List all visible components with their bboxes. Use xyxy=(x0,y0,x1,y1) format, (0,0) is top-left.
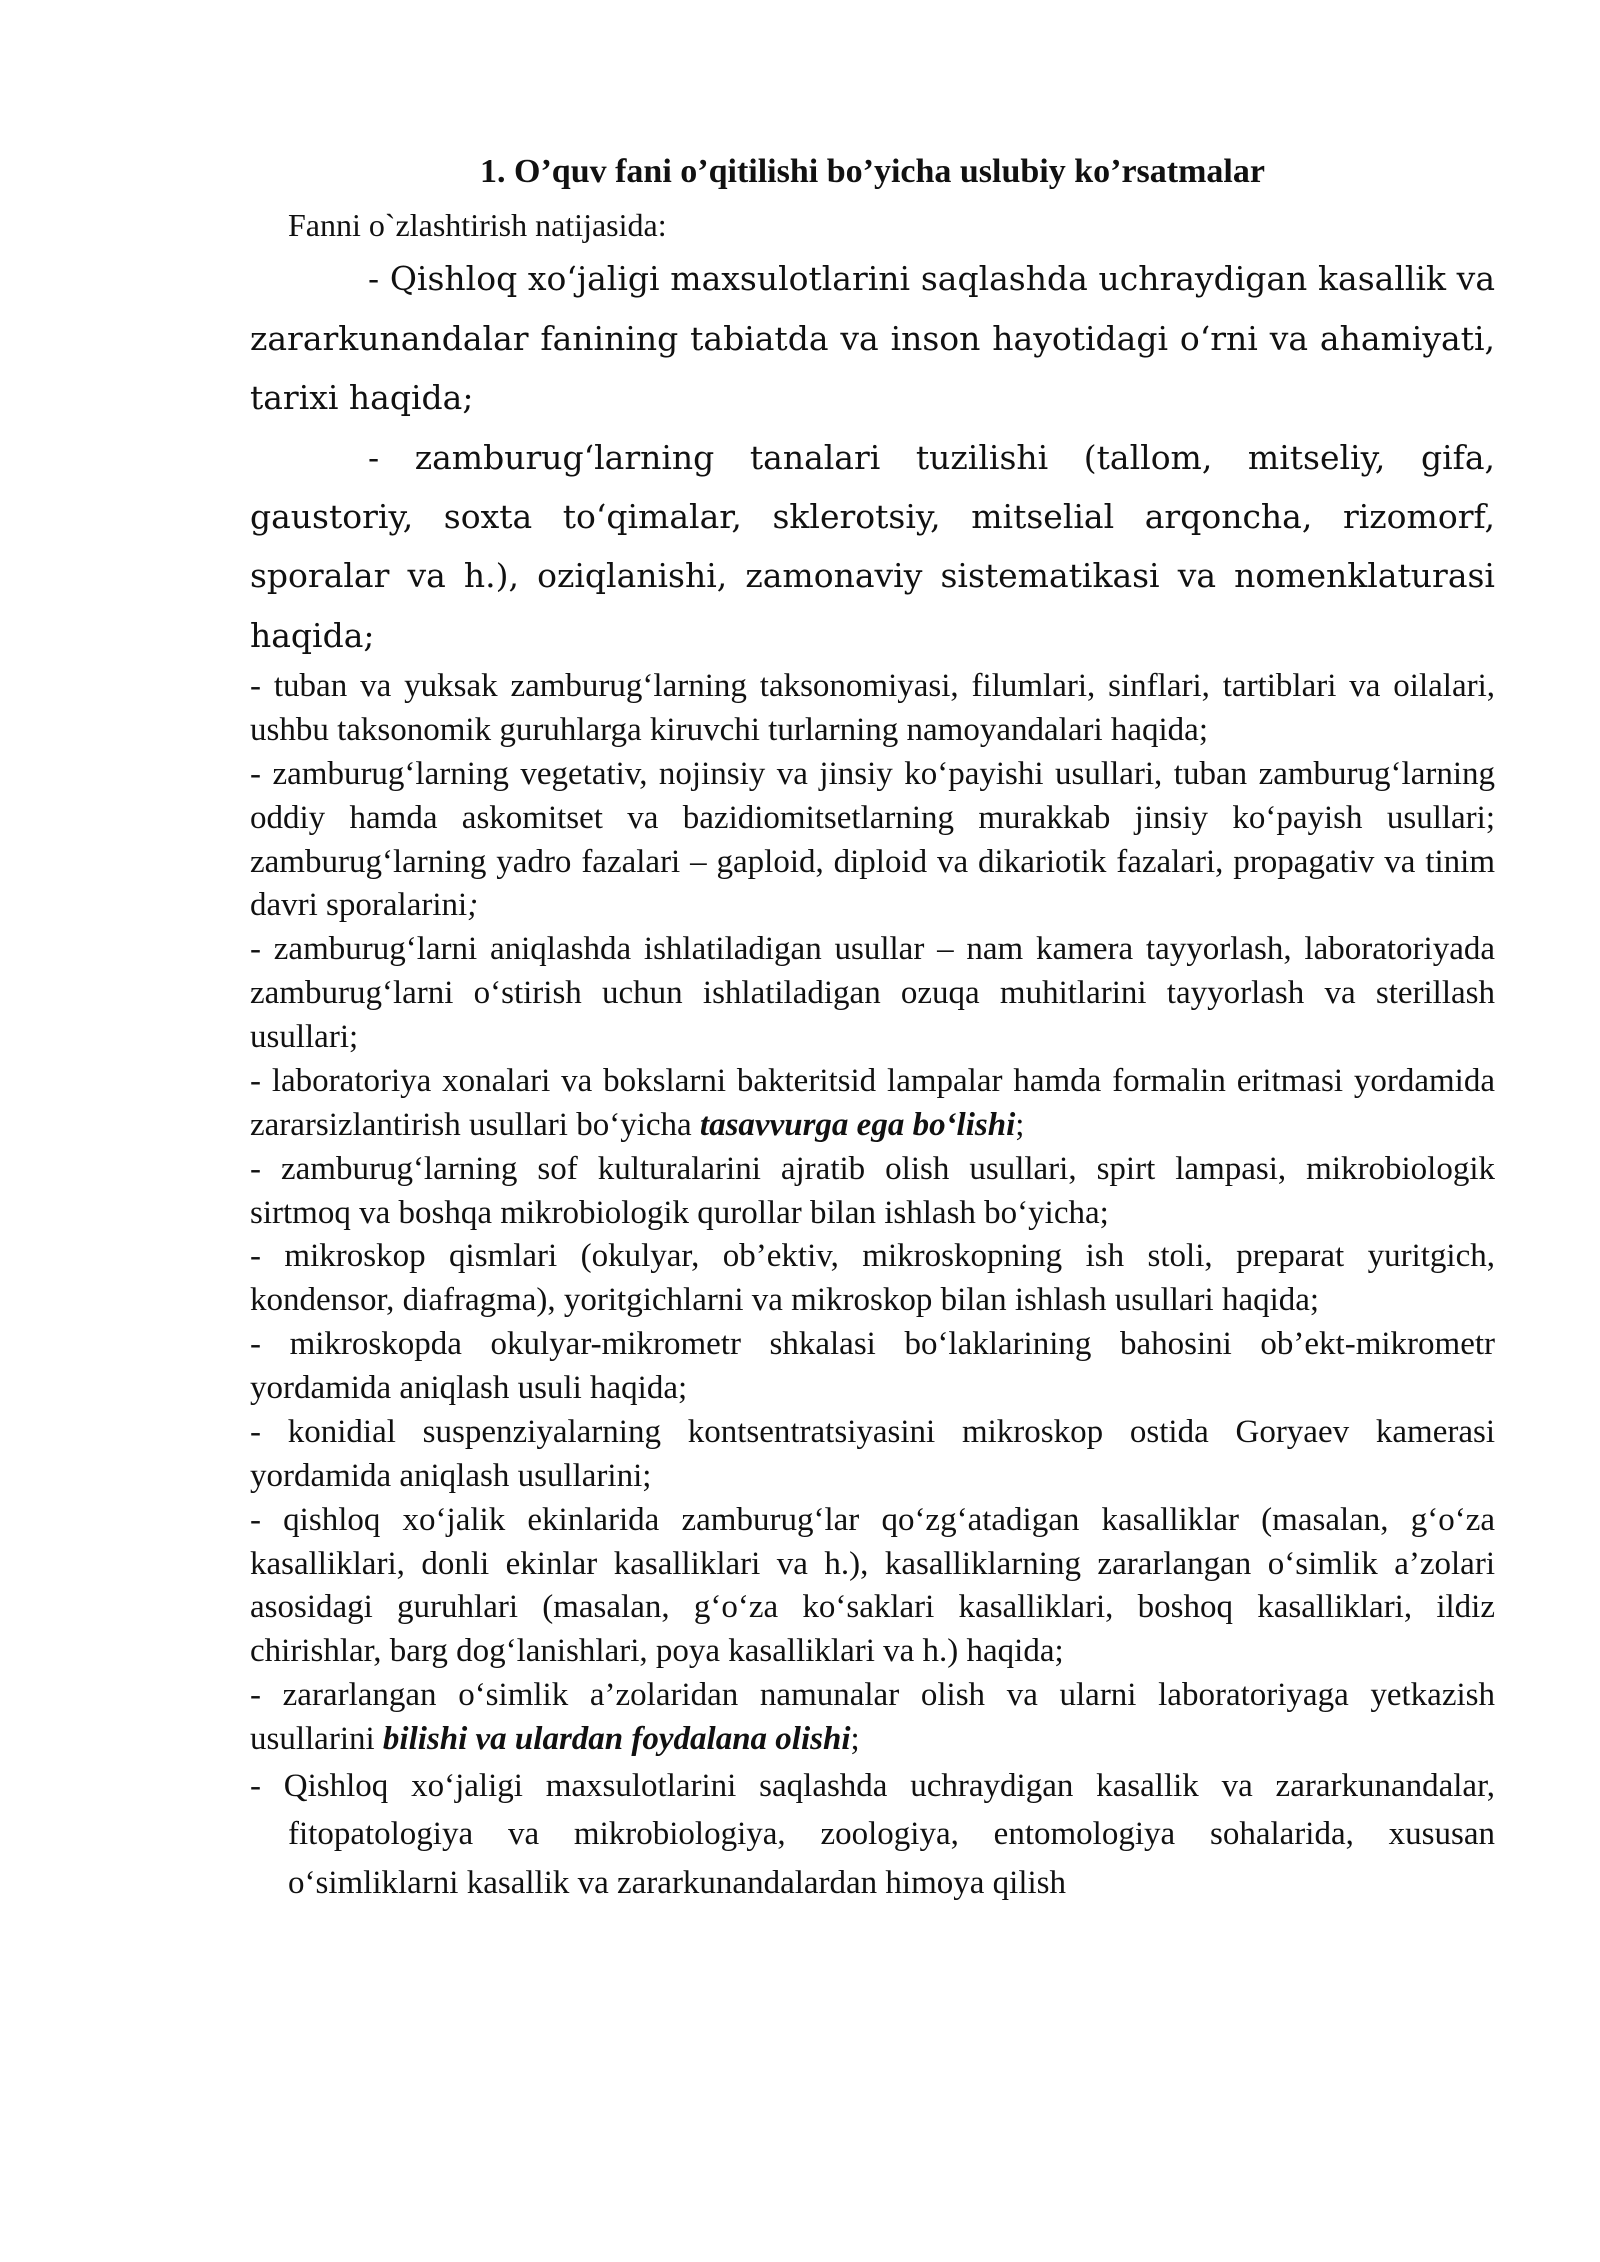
paragraph-samples-text: - zararlangan o‘simlik a’zolaridan namunalar olish va ularni laboratoriyaga yetkazish usullarini xyxy=(250,1677,1495,1758)
document-body xyxy=(250,150,1495,1907)
paragraph-samples-tail: ; xyxy=(850,1721,860,1758)
paragraph-microscope: - mikroskop qismlari (okulyar, ob’ektiv, mikroskopning ish stoli, preparat yuritgich, kondensor, diafragma), yoritgichlarni va mikroskop bilan ishlash usullari haqida; xyxy=(250,1238,1495,1319)
paragraph-lab-tail: ; xyxy=(1015,1106,1025,1143)
paragraph-lab-emphasis: tasavvurga ega bo‘lishi xyxy=(699,1106,1016,1143)
paragraph-samples-emphasis: bilishi va ulardan foydalana olishi xyxy=(382,1721,851,1758)
intro-line: Fanni o`zlashtirish natijasida: xyxy=(288,207,667,244)
paragraph-diseases: - qishloq xo‘jalik ekinlarida zamburug‘lar qo‘zg‘atadigan kasalliklar (masalan, g‘o‘za kasalliklari, donli ekinlar kasalliklari va h.), kasalliklarning zararlangan o‘simlik a’zolari asosidagi guruhlari (masalan, g‘o‘za ko‘saklari kasalliklari, boshoq kasalliklari, ildiz chirishlar, barg dog‘lanishlari, poya kasalliklari va h.) haqida; xyxy=(250,1501,1495,1670)
paragraph-reproduction xyxy=(250,753,1495,929)
paragraph-taxonomy: - tuban va yuksak zamburug‘larning taksonomiyasi, filumlari, sinflari, tartiblari va oilalari, ushbu taksonomik guruhlarga kiruvchi turlarning namoyandalari haqida; xyxy=(250,668,1495,748)
section-title: 1. O’quv fani o’qitilishi bo’yicha uslubiy ko’rsatmalar xyxy=(480,153,1265,190)
paragraph-history: - Qishloq xo‘jaligi maxsulotlarini saqlashda uchraydigan kasallik va zararkunandalar fanining tabiatda va inson hayotidagi o‘rni va ahamiyati, tarixi haqida; xyxy=(250,259,1495,418)
paragraph-samples xyxy=(250,1674,1495,1762)
paragraph-goryaev: - konidial suspenziyalarning kontsentratsiyasini mikroskop ostida Goryaev kamerasi yordamida aniqlash usullarini; xyxy=(250,1413,1495,1494)
paragraph-micrometer: - mikroskopda okulyar-mikrometr shkalasi bo‘laklarining bahosini ob’ekt-mikrometr yordamida aniqlash usuli haqida; xyxy=(250,1326,1495,1407)
paragraph-cultures: - zamburug‘larning sof kulturalarini ajratib olish usullari, spirt lampasi, mikrobiologik sirtmoq va boshqa mikrobiologik qurollar bilan ishlash bo‘yicha; xyxy=(250,1150,1495,1231)
paragraph-structure: - zamburug‘larning tanalari tuzilishi (tallom, mitseliy, gifa, gaustoriy, soxta to‘qimalar, sklerotsiy, mitselial arqoncha, rizomorf, sporalar va h.), oziqlanishi, zamonaviy sistematikasi va nomenklaturasi haqida; xyxy=(250,437,1495,655)
paragraph-final: - Qishloq xo‘jaligi maxsulotlarini saqlashda uchraydigan kasallik va zararkunandalar, fitopatologiya va mikrobiologiya, zoologiya, entomologiya sohalarida, xususan o‘simliklarni kasallik va zararkunandalardan himoya qilish xyxy=(250,1767,1495,1901)
paragraph-reproduction-text: - zamburug‘larning vegetativ, nojinsiy va jinsiy ko‘payishi usullari, tuban zamburug‘larning oddiy hamda askomitset va bazidiomitsetlarning murakkab jinsiy ko‘payish usullari; zamburug‘larning yadro fazalari – gaploid, diploid va dikariotik fazalari, propagativ va tinim davri sporalarini xyxy=(250,755,1495,924)
paragraph-lab xyxy=(250,1060,1495,1148)
paragraph-reproduction-tail: ; xyxy=(467,887,479,924)
paragraph-lab-text: - laboratoriya xonalari va bokslarni bakteritsid lampalar hamda formalin eritmasi yordamida zararsizlantirish usullari bo‘yicha xyxy=(250,1062,1495,1143)
paragraph-methods: - zamburug‘larni aniqlashda ishlatiladigan usullar – nam kamera tayyorlash, laboratoriyada zamburug‘larni o‘stirish uchun ishlatiladigan ozuqa muhitlarini tayyorlash va sterillash usullari; xyxy=(250,931,1495,1056)
